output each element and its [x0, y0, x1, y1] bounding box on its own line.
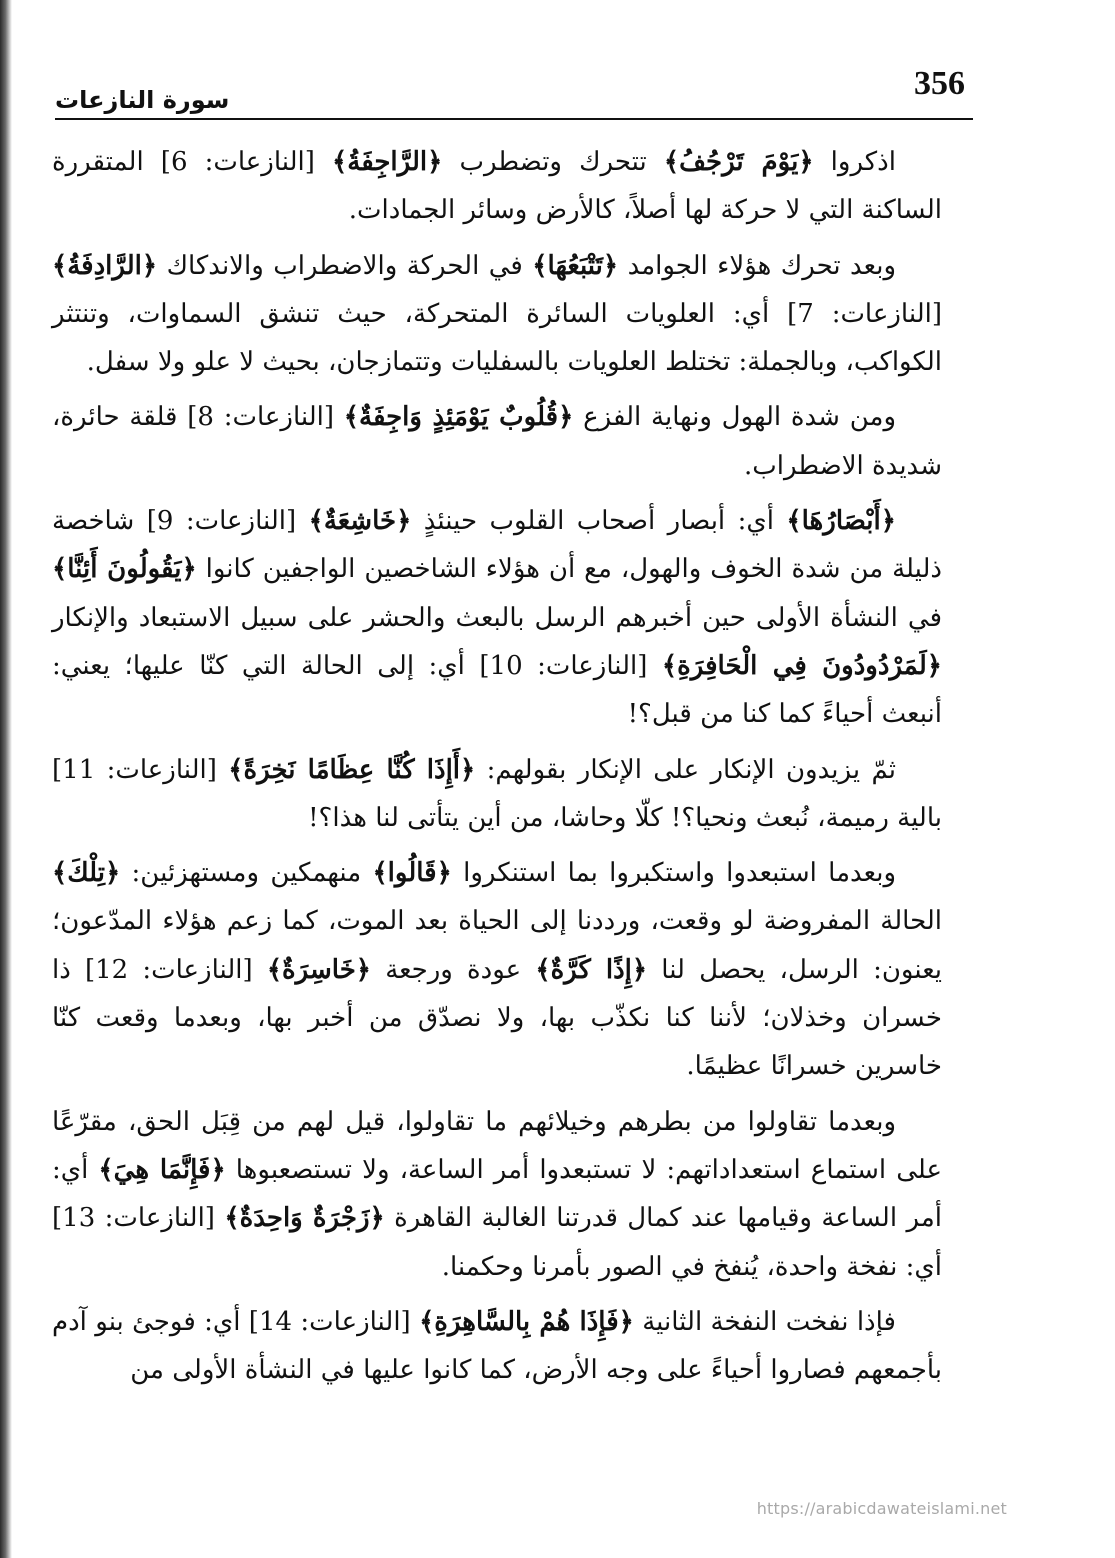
- paragraph: [52, 242, 942, 387]
- quran-quote: ﴿خَاشِعَةٌ﴾: [308, 506, 412, 537]
- surah-title: سورة النازعات: [55, 86, 230, 114]
- quran-quote: ﴿الرَّادِفَةُ﴾: [52, 250, 158, 281]
- quran-quote: ﴿خَاسِرَةٌ﴾: [266, 954, 372, 985]
- text-segment: وبعدما تقاولوا من بطرهم وخيلائهم ما تقاولوا، قيل لهم من قِبَل الحق، مقرّعًا على استماع استعداداتهم: لا تستبعدوا أمر الساعة، ولا تستصعبوها: [52, 1106, 942, 1185]
- text-segment: في الحركة والاضطراب والاندكاك: [157, 250, 533, 281]
- text-segment: ثمّ يزيدون الإنكار على الإنكار بقولهم:: [475, 754, 896, 785]
- text-segment: [النازعات: 13] أي: نفخة واحدة، يُنفخ في الصور بأمرنا وحكمنا.: [52, 1203, 942, 1282]
- paragraph: [52, 497, 942, 738]
- quran-quote: ﴿زَجْرَةٌ وَاحِدَةٌ﴾: [224, 1203, 385, 1234]
- text-segment: [النازعات: 7] أي: العلويات السائرة المتحركة، حيث تنشق السماوات، وتنتثر الكواكب، وبالجملة: تختلط العلويات بالسفليات وتتمازجان، بحيث لا علو ولا سفل.: [52, 298, 942, 378]
- quran-quote: ﴿قَالُوا﴾: [372, 858, 452, 889]
- quran-quote: ﴿فَإِنَّمَا هِيَ﴾: [98, 1154, 226, 1185]
- text-segment: تتحرك وتضطرب: [442, 147, 664, 177]
- text-segment: [النازعات: 12] ذا خسران وخذلان؛ لأننا كنا نكذّب بها، ولا نصدّق من أخبر بها، وبعدما وقعت كنّا خاسرين خسرانًا عظيمًا.: [52, 954, 942, 1082]
- text-segment: الحالة المفروضة لو وقعت، ورددنا إلى الحياة بعد الموت، كما زعم هؤلاء المدّعون؛ يعنون: الرسل، يحصل لنا: [52, 906, 942, 985]
- paragraph: [52, 849, 942, 1090]
- text-segment: [النازعات: 6] المتقررة الساكنة التي لا حركة لها أصلاً، كالأرض وسائر الجمادات.: [52, 147, 942, 226]
- quran-quote: ﴿تِلْكَ﴾: [52, 858, 121, 889]
- text-segment: [النازعات: 9] شاخصة ذليلة من شدة الخوف والهول، مع أن هؤلاء الشاخصين الواجفين كانوا: [52, 506, 942, 585]
- text-segment: منهمكين ومستهزئين:: [120, 858, 373, 889]
- page-number: 356: [914, 65, 965, 102]
- quran-quote: ﴿يَوْمَ تَرْجُفُ﴾: [663, 147, 814, 177]
- text-segment: [النازعات: 14] أي: فوجئ بنو آدم بأجمعهم فصاروا أحياءً على وجه الأرض، كما كانوا عليها في النشأة الأولى من: [52, 1306, 942, 1386]
- paragraph: [52, 1298, 942, 1395]
- scan-edge-shadow: [0, 0, 12, 1558]
- quran-quote: ﴿تَتْبَعُهَا﴾: [532, 250, 619, 281]
- text-segment: [النازعات: 8] قلقة حائرة، شديدة الاضطراب.: [52, 402, 942, 481]
- text-segment: فإذا نفخت النفخة الثانية: [633, 1306, 896, 1337]
- text-segment: أي: أبصار أصحاب القلوب حينئذٍ: [411, 506, 787, 537]
- text-segment: في النشأة الأولى حين أخبرهم الرسل بالبعث والحشر على سبيل الاستبعاد والإنكار: [52, 602, 942, 633]
- quran-quote: ﴿فَإِذَا هُمْ بِالسَّاهِرَةِ﴾: [419, 1306, 634, 1337]
- watermark-url: https://arabicdawateislami.net: [756, 1499, 1007, 1518]
- text-segment: أي: أمر الساعة وقيامها عند كمال قدرتنا الغالبة القاهرة: [52, 1154, 942, 1234]
- paragraph: [52, 746, 942, 843]
- text-segment: [النازعات: 11] بالية رميمة، نُبعث ونحيا؟! كلّا وحاشا، من أين يتأتى لنا هذا؟!: [52, 754, 942, 833]
- text-segment: اذكروا: [813, 147, 896, 177]
- quran-quote: ﴿إِذًا كَرَّةٌ﴾: [535, 954, 648, 985]
- quran-quote: ﴿أَإِذَا كُنَّا عِظَامًا نَخِرَةً﴾: [228, 754, 476, 785]
- text-segment: وبعد تحرك هؤلاء الجوامد: [618, 250, 896, 281]
- text-segment: ومن شدة الهول ونهاية الفزع: [573, 402, 896, 433]
- paragraph: [52, 1098, 942, 1291]
- text-segment: وبعدما استبعدوا واستكبروا بما استنكروا: [451, 858, 896, 889]
- quran-quote: ﴿يَقُولُونَ أَئِنَّا﴾: [52, 554, 197, 585]
- text-segment: [النازعات: 10] أي: إلى الحالة التي كنّا عليها؛ يعني: أنبعث أحياءً كما كنا من قبل؟!: [52, 650, 942, 730]
- paragraph: [52, 138, 942, 235]
- quran-quote: ﴿لَمَرْدُودُونَ فِي الْحَافِرَةِ﴾: [661, 650, 942, 681]
- body-text: [52, 138, 942, 1498]
- header-rule: [55, 118, 973, 120]
- page-header: [55, 62, 973, 120]
- quran-quote: ﴿أَبْصَارُهَا﴾: [786, 506, 896, 537]
- text-segment: عودة ورجعة: [371, 954, 536, 985]
- quran-quote: ﴿الرَّاجِفَةُ﴾: [332, 147, 443, 177]
- paragraph: [52, 393, 942, 490]
- quran-quote: ﴿قُلُوبٌ يَوْمَئِذٍ وَاجِفَةٌ﴾: [343, 402, 574, 433]
